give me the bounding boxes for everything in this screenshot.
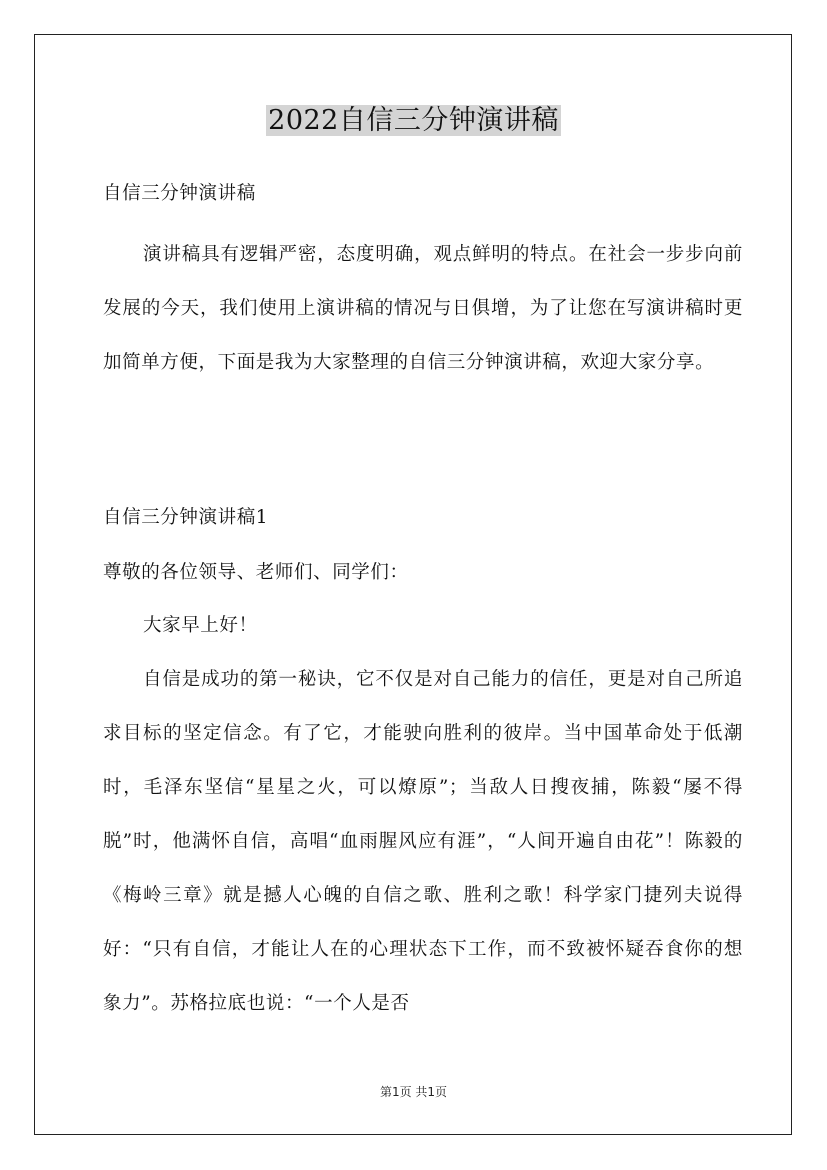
document-title (0, 100, 827, 142)
page-footer: 第1页 共1页 (379, 1085, 448, 1099)
document-subtitle: 自信三分钟演讲稿 (103, 183, 256, 204)
document-title-text: 2022自信三分钟演讲稿 (268, 105, 559, 136)
section-heading: 自信三分钟演讲稿1 (103, 507, 269, 528)
intro-paragraph: 演讲稿具有逻辑严密，态度明确，观点鲜明的特点。在社会一步步向前发展的今天，我们使用上演讲稿的情况与日俱增，为了让您在写演讲稿时更加简单方便，下面是我为大家整理的自信三分钟演讲稿，欢迎大家分享。 (103, 244, 743, 373)
salutation: 尊敬的各位领导、老师们、同学们： (103, 562, 409, 583)
body-paragraph: 自信是成功的第一秘诀，它不仅是对自己能力的信任，更是对自己所追求目标的坚定信念。有了它，才能驶向胜利的彼岸。当中国革命处于低潮时，毛泽东坚信“星星之火，可以燎原”；当敌人日搜夜捕，陈毅“屡不得脱”时，他满怀自信，高唱“血雨腥风应有涯”，“人间开遍自由花”！陈毅的《梅岭三章》就是撼人心魄的自信之歌、胜利之歌！科学家门捷列夫说得好：“只有自信，才能让人在的心理状态下工作，而不致被怀疑吞食你的想象力”。苏格拉底也说：“一个人是否 (103, 669, 743, 1014)
greeting: 大家早上好！ (143, 615, 258, 636)
